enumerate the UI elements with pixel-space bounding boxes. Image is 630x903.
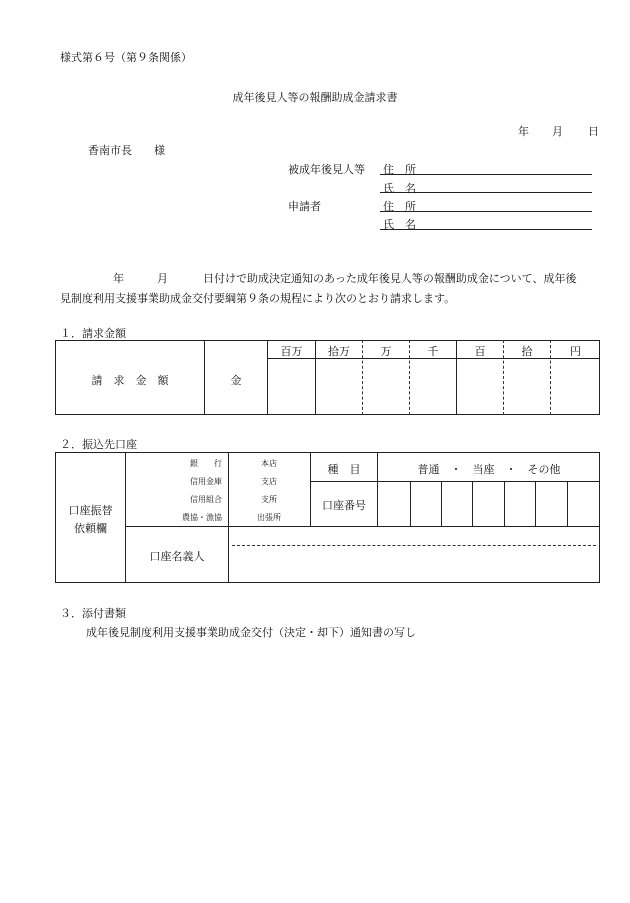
branch-shiten[interactable]: 支店 — [261, 477, 277, 486]
amount-digit-cells[interactable] — [268, 359, 600, 414]
applicant-address-line[interactable] — [380, 211, 592, 212]
ward-address-label: 住 所 — [383, 163, 416, 176]
section-3-heading: ３．添付書類 — [60, 607, 126, 620]
document-title: 成年後見人等の報酬助成金請求書 — [232, 91, 398, 104]
date-year: 年 — [518, 125, 529, 138]
account-number-cells[interactable] — [378, 482, 600, 526]
ward-address-line[interactable] — [380, 174, 592, 175]
ward-name-line[interactable] — [380, 192, 592, 193]
unit-juman: 拾万 — [328, 345, 350, 358]
addressee-name: 香南市長 — [88, 144, 132, 157]
institution-shinkumi[interactable]: 信用組合 — [190, 495, 222, 504]
institution-nokyo[interactable]: 農協・漁協 — [182, 513, 222, 522]
institution-shinkin[interactable]: 信用金庫 — [190, 477, 222, 486]
account-kind-options[interactable]: 普通 ・ 当座 ・ その他 — [417, 463, 561, 476]
unit-hyaku: 百 — [474, 345, 486, 358]
unit-sen: 千 — [427, 345, 439, 358]
ward-label: 被成年後見人等 — [288, 163, 365, 176]
body-year: 年 — [113, 272, 124, 285]
date-day: 日 — [588, 125, 599, 138]
unit-ju: 拾 — [521, 345, 533, 358]
amount-row-label: 請 求 金 額 — [91, 374, 169, 387]
unit-hyakuman: 百万 — [280, 345, 303, 358]
transfer-label-2: 依頼欄 — [74, 522, 107, 535]
form-number: 様式第６号（第９条関係） — [60, 51, 192, 64]
unit-en: 円 — [570, 345, 581, 358]
body-line-1: 日付けで助成決定通知のあった成年後見人等の報酬助成金について、成年後 — [203, 272, 577, 285]
section-2-heading: ２．振込先口座 — [60, 438, 137, 451]
section-1-heading: １．請求金額 — [60, 327, 126, 340]
branch-shisho[interactable]: 支所 — [261, 495, 277, 504]
account-kind-label: 種 目 — [327, 463, 361, 476]
applicant-name-line[interactable] — [380, 229, 592, 230]
account-number-label: 口座番号 — [322, 499, 366, 512]
ward-name-label: 氏 名 — [383, 182, 416, 195]
applicant-label: 申請者 — [288, 200, 321, 213]
institution-bank[interactable]: 銀 行 — [190, 459, 222, 468]
addressee-honorific: 様 — [154, 144, 165, 157]
unit-man: 万 — [380, 345, 392, 358]
branch-shutchojo[interactable]: 出張所 — [257, 513, 281, 522]
attachment-item: 成年後見制度利用支援事業助成金交付（決定・却下）通知書の写し — [86, 626, 416, 639]
transfer-label-1: 口座振替 — [68, 504, 113, 517]
date-month: 月 — [552, 125, 563, 138]
amount-kin: 金 — [230, 374, 242, 387]
account-holder-label: 口座名義人 — [149, 550, 205, 563]
body-line-2: 見制度利用支援事業助成金交付要綱第９条の規程により次のとおり請求します。 — [60, 292, 456, 305]
branch-honten[interactable]: 本店 — [261, 459, 277, 468]
account-holder-field[interactable] — [229, 527, 600, 583]
applicant-address-label: 住 所 — [383, 200, 416, 213]
body-month: 月 — [157, 272, 168, 285]
applicant-name-label: 氏 名 — [383, 218, 416, 231]
